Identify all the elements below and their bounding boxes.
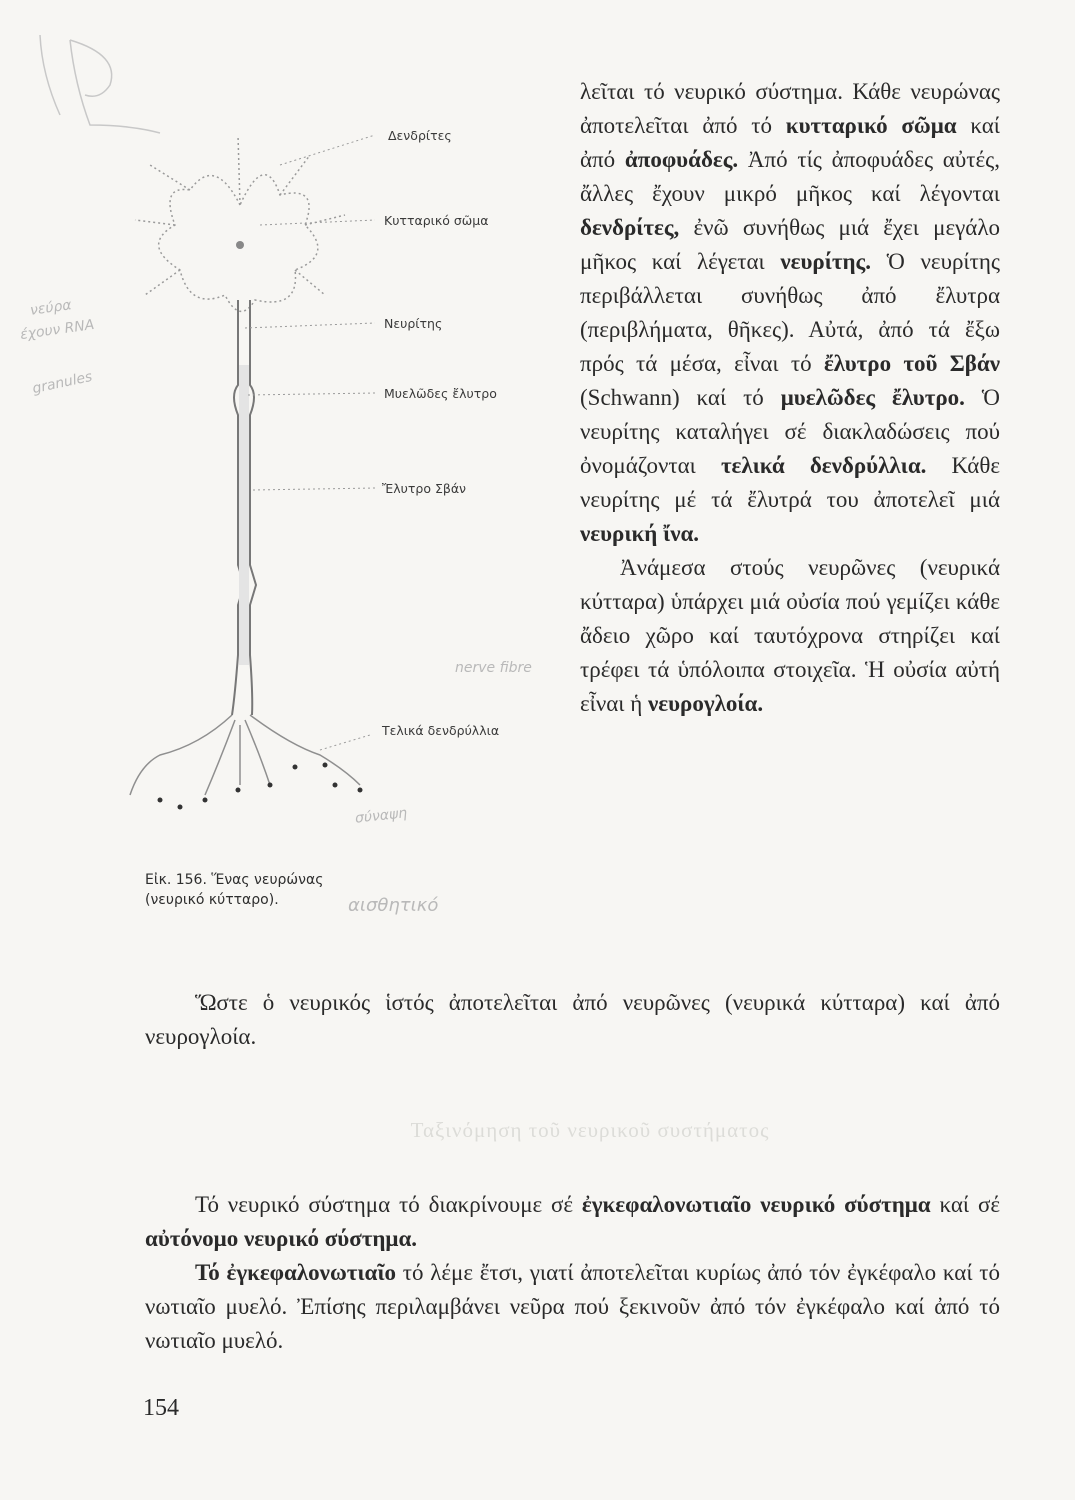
label-cell-body: Κυτταρικό σῶμα (384, 213, 489, 228)
synapse-dots (158, 763, 363, 810)
terminal-branches (130, 715, 360, 795)
handwritten-note-6: αισθητικό (348, 895, 439, 916)
handwritten-note-3: granules (31, 368, 94, 398)
caption-line-1: Εἰκ. 156. Ἕνας νευρώνας (145, 872, 324, 888)
text-column (580, 75, 1000, 721)
label-dendrites: Δενδρίτες (388, 128, 452, 143)
caption-line-2: (νευρικό κύτταρο). (145, 892, 279, 908)
label-schwann: Ἔλυτρο Σβάν (382, 481, 467, 496)
neuron-illustration (120, 95, 560, 935)
label-neurite: Νευρίτης (384, 316, 443, 331)
bleed-through-heading: Ταξινόμηση τοῦ νευρικοῦ συστήματος (410, 1118, 770, 1142)
label-terminals: Τελικά δενδρύλλια (382, 723, 500, 738)
label-myelin: Μυελῶδες ἔλυτρο (384, 386, 497, 401)
classification-paragraph: Τό νευρικό σύστημα τό διακρίνουμε σέ ἐγκεφαλονωτιαῖο νευρικό σύστημα καί σέ αὐτόνομο νευρικό σύστημα. Τό ἐγκεφαλονωτιαῖο τό λέμε ἔτσι, γιατί ἀποτελεῖται κυρίως ἀπό τόν ἐγκέφαλο καί τό νωτιαῖο μυελό. Ἐπίσης περιλαμβάνει νεῦρα πού ξεκινοῦν ἀπό τόν ἐγκέφαλο καί ἀπό τό νωτιαῖο μυελό. (145, 1192, 1000, 1353)
handwritten-note-2: έχουν RNA (19, 316, 96, 344)
page-number: 154 (143, 1395, 179, 1421)
handwritten-note-4: nerve fibre (455, 660, 532, 676)
cell-body-shape (135, 135, 345, 311)
handwritten-note-5: σύναψη (354, 805, 408, 827)
handwritten-note-1: νεύρα (29, 297, 73, 319)
summary-paragraph: Ὥστε ὁ νευρικός ἱστός ἀποτελεῖται ἀπό νευρῶνες (νευρικά κύτταρα) καί ἀπό νευρογλοία. (145, 990, 1000, 1049)
neuron-figure (120, 95, 560, 935)
paragraph-neuroglia: Ἀνάμεσα στούς νευρῶνες (νευρικά κύτταρα) ὑπάρχει μιά οὐσία πού γεμίζει κάθε ἄδειο χῶρο καί ταυτόχρονα στηρίζει καί τρέφει τά ὑπόλοιπα στοιχεῖα. Ἡ οὐσία αὐτή εἶναι ἡ νευρογλοία. (580, 555, 1000, 716)
paragraph-neuron: λεῖται τό νευρικό σύστημα. Κάθε νευρώνας ἀποτελεῖται ἀπό τό κυτταρικό σῶμα καί ἀπό ἀποφυάδες. Ἀπό τίς ἀποφυάδες αὐτές, ἄλλες ἔχουν μικρό μῆκος καί λέγονται δενδρίτες, ἐνῶ συνήθως μιά ἔχει μεγάλο μῆκος καί λέγεται νευρίτης. Ὁ νευρίτης περιβάλλεται συνήθως ἀπό ἔλυτρα (περιβλήματα, θῆκες). Αὐτά, ἀπό τά ἔξω πρός τά μέσα, εἶναι τό ἔλυτρο τοῦ Σβάν (Schwann) καί τό μυελῶδες ἔλυτρο. Ὁ νευρίτης καταλήγει σέ διακλαδώσεις πού ὀνομάζονται τελικά δενδρύλλια. Κάθε νευρίτης μέ τά ἔλυτρά του ἀποτελεῖ μιά νευρική ἴνα. (580, 79, 1001, 546)
